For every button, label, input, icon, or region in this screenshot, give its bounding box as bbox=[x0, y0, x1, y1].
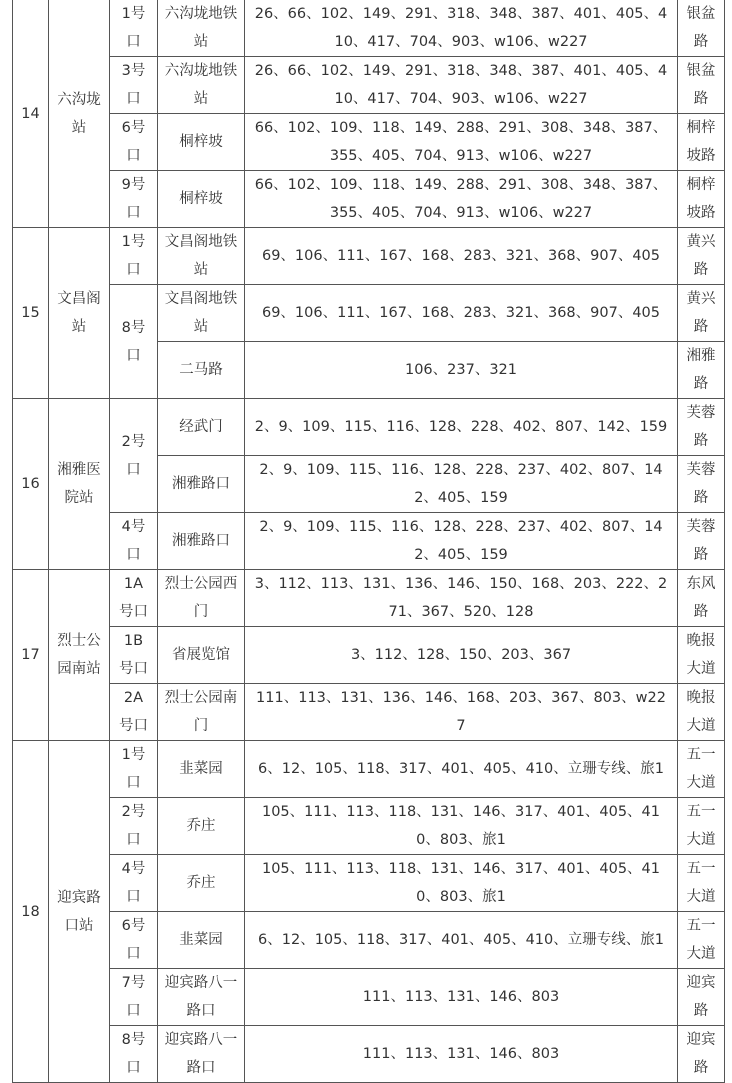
bus-routes: 106、237、321 bbox=[245, 342, 678, 399]
bus-routes: 111、113、131、146、803 bbox=[245, 1026, 678, 1083]
bus-stop-name: 迎宾路八一路口 bbox=[158, 969, 245, 1026]
bus-routes: 66、102、109、118、149、288、291、308、348、387、355、405、704、913、w106、w227 bbox=[245, 171, 678, 228]
bus-routes: 69、106、111、167、168、283、321、368、907、405 bbox=[245, 228, 678, 285]
table-row bbox=[13, 285, 725, 342]
bus-routes: 111、113、131、146、803 bbox=[245, 969, 678, 1026]
bus-stop-name: 湘雅路口 bbox=[158, 456, 245, 513]
station-name: 烈士公园南站 bbox=[49, 570, 110, 741]
table-row bbox=[13, 969, 725, 1026]
road-name: 迎宾路 bbox=[678, 969, 725, 1026]
table-row bbox=[13, 741, 725, 798]
exit-label: 1号口 bbox=[110, 0, 158, 57]
bus-stop-name: 文昌阁地铁站 bbox=[158, 285, 245, 342]
table-row bbox=[13, 627, 725, 684]
bus-stop-name: 六沟垅地铁站 bbox=[158, 57, 245, 114]
bus-routes: 3、112、128、150、203、367 bbox=[245, 627, 678, 684]
bus-stop-name: 六沟垅地铁站 bbox=[158, 0, 245, 57]
bus-stop-name: 乔庄 bbox=[158, 855, 245, 912]
bus-stop-name: 韭菜园 bbox=[158, 741, 245, 798]
table-row bbox=[13, 684, 725, 741]
bus-routes: 6、12、105、118、317、401、405、410、立珊专线、旅1 bbox=[245, 741, 678, 798]
table-row bbox=[13, 912, 725, 969]
table-row bbox=[13, 399, 725, 456]
exit-label: 7号口 bbox=[110, 969, 158, 1026]
exit-label: 8号口 bbox=[110, 1026, 158, 1083]
road-name: 五一大道 bbox=[678, 912, 725, 969]
road-name: 黄兴路 bbox=[678, 228, 725, 285]
exit-label: 3号口 bbox=[110, 57, 158, 114]
road-name: 迎宾路 bbox=[678, 1026, 725, 1083]
table-row bbox=[13, 114, 725, 171]
road-name: 黄兴路 bbox=[678, 285, 725, 342]
table-row bbox=[13, 228, 725, 285]
table-row bbox=[13, 171, 725, 228]
station-number: 18 bbox=[13, 741, 49, 1083]
exit-label: 8号口 bbox=[110, 285, 158, 399]
road-name: 芙蓉路 bbox=[678, 399, 725, 456]
road-name: 芙蓉路 bbox=[678, 456, 725, 513]
road-name: 桐梓坡路 bbox=[678, 171, 725, 228]
exit-label: 1B号口 bbox=[110, 627, 158, 684]
bus-routes: 111、113、131、136、146、168、203、367、803、w227 bbox=[245, 684, 678, 741]
bus-stop-name: 湘雅路口 bbox=[158, 513, 245, 570]
bus-routes: 105、111、113、118、131、146、317、401、405、410、803、旅1 bbox=[245, 855, 678, 912]
exit-label: 1号口 bbox=[110, 228, 158, 285]
bus-stop-name: 桐梓坡 bbox=[158, 171, 245, 228]
exit-label: 6号口 bbox=[110, 114, 158, 171]
road-name: 银盆路 bbox=[678, 0, 725, 57]
bus-routes: 6、12、105、118、317、401、405、410、立珊专线、旅1 bbox=[245, 912, 678, 969]
table-row bbox=[13, 798, 725, 855]
exit-label: 4号口 bbox=[110, 855, 158, 912]
station-number: 16 bbox=[13, 399, 49, 570]
table-body bbox=[13, 0, 725, 1083]
table-container bbox=[12, 0, 725, 1083]
bus-stop-name: 迎宾路八一路口 bbox=[158, 1026, 245, 1083]
road-name: 晚报大道 bbox=[678, 627, 725, 684]
table-row bbox=[13, 1026, 725, 1083]
road-name: 晚报大道 bbox=[678, 684, 725, 741]
bus-stop-name: 桐梓坡 bbox=[158, 114, 245, 171]
bus-stop-name: 二马路 bbox=[158, 342, 245, 399]
road-name: 银盆路 bbox=[678, 57, 725, 114]
table-row bbox=[13, 57, 725, 114]
road-name: 湘雅路 bbox=[678, 342, 725, 399]
road-name: 东风路 bbox=[678, 570, 725, 627]
exit-label: 6号口 bbox=[110, 912, 158, 969]
bus-stop-name: 经武门 bbox=[158, 399, 245, 456]
bus-stop-name: 文昌阁地铁站 bbox=[158, 228, 245, 285]
station-name: 文昌阁站 bbox=[49, 228, 110, 399]
bus-routes: 26、66、102、149、291、318、348、387、401、405、410、417、704、903、w106、w227 bbox=[245, 57, 678, 114]
exit-label: 2号口 bbox=[110, 399, 158, 513]
road-name: 五一大道 bbox=[678, 855, 725, 912]
exit-label: 2A号口 bbox=[110, 684, 158, 741]
bus-routes: 3、112、113、131、136、146、150、168、203、222、271、367、520、128 bbox=[245, 570, 678, 627]
station-name: 迎宾路口站 bbox=[49, 741, 110, 1083]
station-number: 17 bbox=[13, 570, 49, 741]
road-name: 芙蓉路 bbox=[678, 513, 725, 570]
exit-label: 9号口 bbox=[110, 171, 158, 228]
station-name: 六沟垅站 bbox=[49, 0, 110, 228]
bus-stop-name: 乔庄 bbox=[158, 798, 245, 855]
exit-label: 2号口 bbox=[110, 798, 158, 855]
metro-bus-transfer-table bbox=[12, 0, 725, 1083]
bus-stop-name: 烈士公园南门 bbox=[158, 684, 245, 741]
bus-routes: 2、9、109、115、116、128、228、237、402、807、142、405、159 bbox=[245, 456, 678, 513]
table-row bbox=[13, 855, 725, 912]
bus-routes: 66、102、109、118、149、288、291、308、348、387、355、405、704、913、w106、w227 bbox=[245, 114, 678, 171]
bus-routes: 26、66、102、149、291、318、348、387、401、405、410、417、704、903、w106、w227 bbox=[245, 0, 678, 57]
exit-label: 1号口 bbox=[110, 741, 158, 798]
station-name: 湘雅医院站 bbox=[49, 399, 110, 570]
table-row bbox=[13, 570, 725, 627]
road-name: 五一大道 bbox=[678, 798, 725, 855]
road-name: 五一大道 bbox=[678, 741, 725, 798]
bus-stop-name: 烈士公园西门 bbox=[158, 570, 245, 627]
table-row bbox=[13, 513, 725, 570]
bus-routes: 69、106、111、167、168、283、321、368、907、405 bbox=[245, 285, 678, 342]
station-number: 15 bbox=[13, 228, 49, 399]
bus-routes: 2、9、109、115、116、128、228、237、402、807、142、405、159 bbox=[245, 513, 678, 570]
exit-label: 1A号口 bbox=[110, 570, 158, 627]
road-name: 桐梓坡路 bbox=[678, 114, 725, 171]
exit-label: 4号口 bbox=[110, 513, 158, 570]
bus-routes: 105、111、113、118、131、146、317、401、405、410、803、旅1 bbox=[245, 798, 678, 855]
bus-routes: 2、9、109、115、116、128、228、402、807、142、159 bbox=[245, 399, 678, 456]
table-row bbox=[13, 0, 725, 57]
bus-stop-name: 省展览馆 bbox=[158, 627, 245, 684]
bus-stop-name: 韭菜园 bbox=[158, 912, 245, 969]
station-number: 14 bbox=[13, 0, 49, 228]
